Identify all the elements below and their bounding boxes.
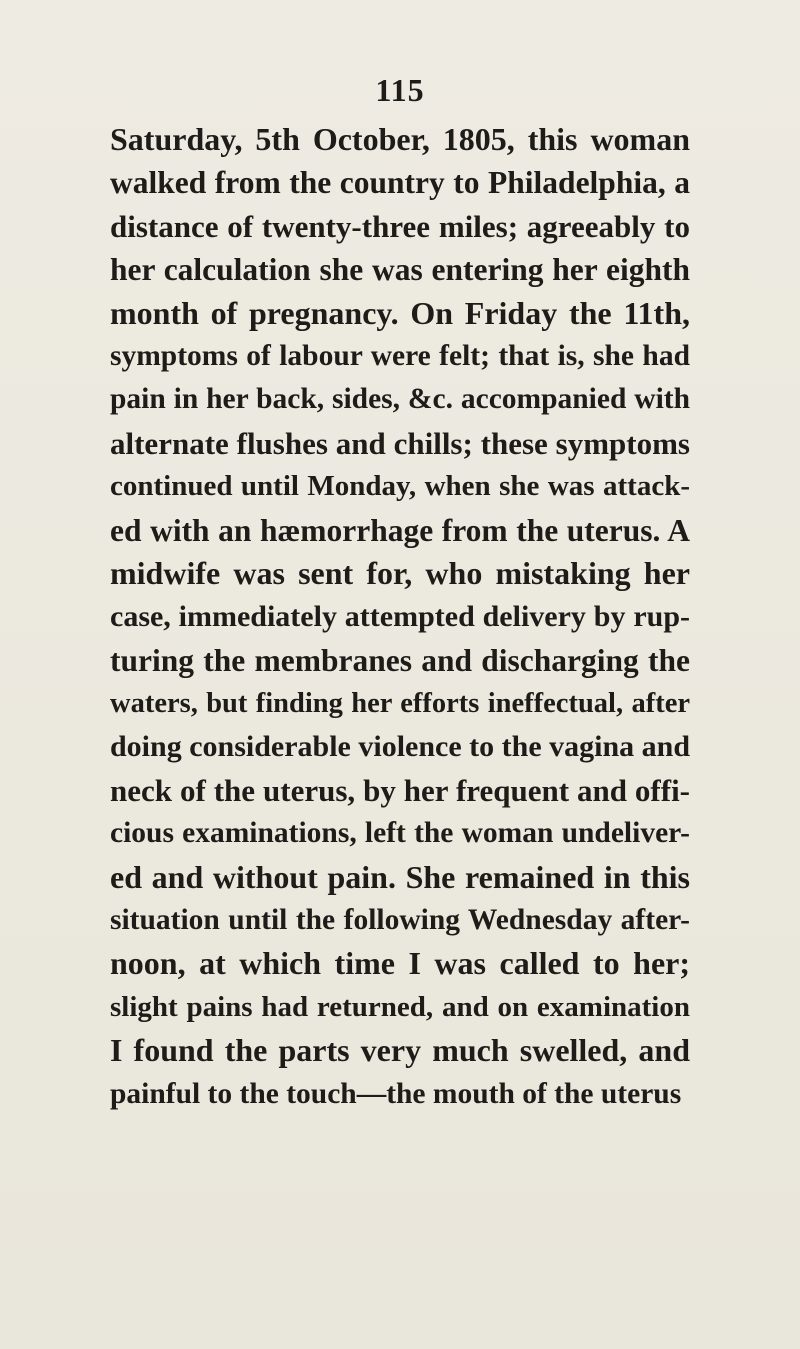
text-line: painful to the touch—the mouth of the uterus [110, 1077, 682, 1110]
text-line: her calculation she was entering her eighth [110, 252, 690, 288]
text-line: symptoms of labour were felt; that is, she had [110, 339, 690, 372]
text-line: ed and without pain. She remained in this [110, 858, 690, 895]
text-line: doing considerable violence to the vagina and [110, 730, 691, 764]
text-line: neck of the uterus, by her frequent and offi- [110, 772, 690, 808]
text-line: situation until the following Wednesday after- [110, 904, 690, 937]
text-line: month of pregnancy. On Friday the 11th, [110, 294, 690, 331]
text-line: ed with an hæmorrhage from the uterus. A [110, 512, 690, 548]
page-number: 115 [375, 72, 425, 108]
body-text [110, 118, 690, 1116]
text-line: walked from the country to Philadelphia, a [110, 165, 690, 201]
text-line: waters, but finding her efforts ineffectual, after [110, 688, 690, 720]
text-line: Saturday, 5th October, 1805, this woman [110, 121, 690, 157]
text-line: case, immediately attempted delivery by rup- [110, 600, 690, 634]
text-line: midwife was sent for, who mistaking her [110, 554, 690, 591]
text-line: noon, at which time I was called to her; [110, 945, 690, 982]
text-line: cious examinations, left the woman undeliver- [110, 817, 690, 850]
text-line: slight pains had returned, and on examination [110, 990, 690, 1023]
text-line: I found the parts very much swelled, and [110, 1032, 690, 1069]
text-line: distance of twenty-three miles; agreeably to [110, 208, 690, 244]
text-line: pain in her back, sides, &c. accompanied with [110, 383, 690, 416]
text-line: turing the membranes and discharging the [110, 642, 690, 678]
text-line: continued until Monday, when she was attack- [110, 470, 690, 503]
text-line: alternate flushes and chills; these symptoms [110, 425, 690, 461]
